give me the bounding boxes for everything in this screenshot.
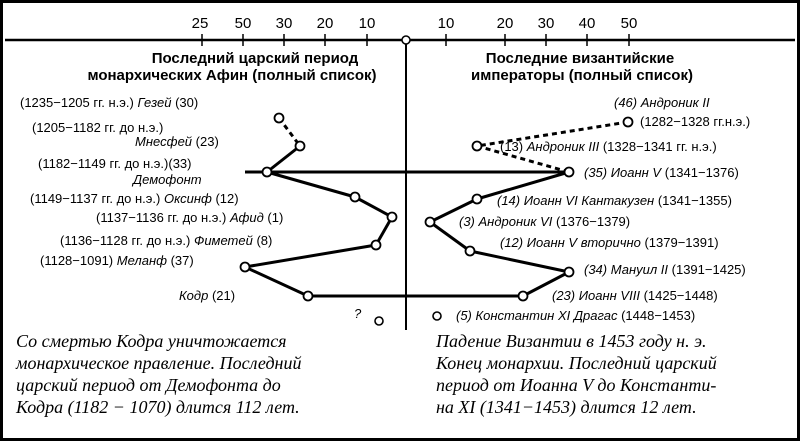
tick-label-right: 30 [537, 15, 555, 32]
label-fimetey: (1136−1128 гг. до н.э.) Фиметей (8) [60, 233, 273, 248]
footer-line: монархическое правление. Последний [16, 353, 302, 373]
label-konstantin-11: (5) Константин XI Драгас (1448−1453) [456, 308, 696, 323]
label-ioann-5: (35) Иоанн V (1341−1376) [584, 165, 739, 180]
tick-label-left: 10 [358, 15, 376, 32]
right-header-line: императоры (полный список) [471, 67, 693, 84]
axis-ticks-right [438, 15, 638, 46]
label-gezey: (1235−1205 гг. н.э.) Гезей (30) [20, 95, 199, 110]
node-manuil-2 [565, 268, 574, 277]
chain-link [267, 146, 300, 172]
chain-link [470, 251, 569, 272]
footer-line: Падение Византии в 1453 году н. э. [436, 331, 707, 351]
label-ioann-5-again: (12) Иоанн V вторично (1379−1391) [500, 235, 719, 250]
tick-label-left: 25 [191, 15, 209, 32]
label-andronik-6: (3) Андроник VI (1376−1379) [459, 214, 631, 229]
chain-link [267, 172, 355, 197]
left-footer-text [16, 330, 301, 418]
label-andronik-2-dates: (1282−1328 гг.н.э.) [640, 114, 751, 129]
chain-link [355, 197, 392, 217]
right-footer-text [436, 330, 717, 418]
label-demofont: Демофонт [133, 172, 202, 187]
footer-line: на XI (1341−1453) длится 12 лет. [436, 397, 697, 417]
left-labels [20, 95, 362, 321]
question-mark: ? [354, 306, 362, 321]
footer-line: Конец монархии. Последний царский [436, 353, 717, 373]
left-header-line: монархических Афин (полный список) [87, 67, 377, 84]
tick-label-right: 50 [620, 15, 638, 32]
label-ioann-6: (14) Иоанн VI Кантакузен (1341−1355) [497, 193, 732, 208]
node-andronik-6 [426, 218, 435, 227]
tick-label-right: 10 [437, 15, 455, 32]
label-andronik-2: (46) Андроник II [614, 95, 710, 110]
tick-label-left: 30 [275, 15, 293, 32]
label-dates: (1205−1182 гг. до н.э.) [32, 120, 164, 135]
node-andronik-2 [624, 118, 633, 127]
right-header-line: Последние византийские [485, 50, 675, 67]
right-labels [456, 95, 750, 323]
label-demofont-dates: (1182−1149 гг. до н.э.)(33) [38, 156, 192, 171]
label-manuil-2: (34) Мануил II (1391−1425) [584, 262, 746, 277]
label-oksinf: (1149−1137 гг. до н.э.) Оксинф (12) [30, 191, 239, 206]
axis-ticks-left [192, 15, 376, 46]
tick-label-right: 20 [496, 15, 514, 32]
node-konstantin-11 [433, 312, 441, 320]
tick-label-left: 20 [316, 15, 334, 32]
label-kodr: Кодр (21) [179, 288, 236, 303]
node-ioann-6 [473, 195, 482, 204]
node-oksinf [351, 193, 360, 202]
node-ioann-8 [519, 292, 528, 301]
footer-line: царский период от Демофонта до [16, 375, 281, 395]
footer-line: Кодра (1182 − 1070) длится 112 лет. [16, 397, 300, 417]
node-kodr [304, 292, 313, 301]
footer-line: Со смертью Кодра уничтожается [16, 331, 287, 351]
axis-origin [402, 36, 410, 44]
tick-label-left: 50 [234, 15, 252, 32]
node-andronik-3 [473, 142, 482, 151]
label-andronik-3: (13) Андроник III (1328−1341 гг. н.э.) [500, 139, 717, 154]
label-ioann-8: (23) Иоанн VIII (1425−1448) [552, 288, 718, 303]
label-afid: (1137−1136 гг. до н.э.) Афид (1) [96, 210, 284, 225]
node-gezey [275, 114, 284, 123]
node-mnesfey [296, 142, 305, 151]
left-header-line: Последний царский период [151, 50, 359, 67]
node-fimetey [372, 241, 381, 250]
chain-link [245, 267, 308, 296]
node-melanf [241, 263, 250, 272]
tick-label-right: 40 [578, 15, 596, 32]
chain-link [245, 245, 376, 267]
node-afid [388, 213, 397, 222]
node-demofont [263, 168, 272, 177]
label-melanf: (1128−1091) Меланф (37) [40, 253, 194, 268]
node-unknown [375, 317, 383, 325]
footer-line: период от Иоанна V до Константи- [436, 375, 717, 395]
node-ioann-5-again [466, 247, 475, 256]
node-ioann-5 [565, 168, 574, 177]
label-mnesfey: Мнесфей (23) [135, 134, 219, 149]
